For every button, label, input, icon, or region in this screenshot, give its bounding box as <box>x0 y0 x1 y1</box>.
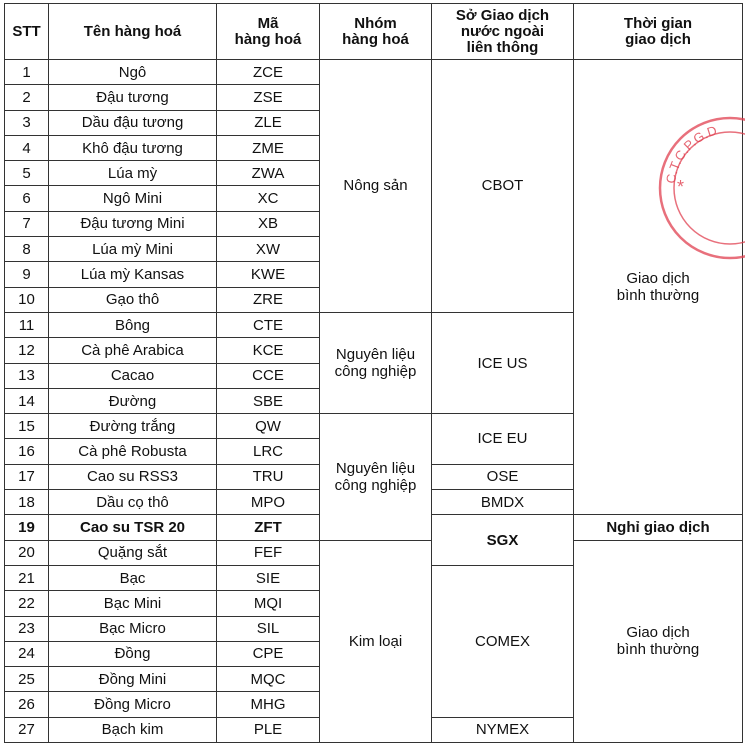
group-nguyen-lieu-2: Nguyên liệu công nghiệp <box>320 414 432 540</box>
code-cell: TRU <box>217 464 320 489</box>
table-row <box>5 60 743 85</box>
name-cell: Ngô <box>49 60 217 85</box>
code-cell: XC <box>217 186 320 211</box>
group-nguyen-lieu-1: Nguyên liệu công nghiệp <box>320 312 432 413</box>
exchange-ice-us: ICE US <box>432 312 574 413</box>
name-cell: Cà phê Robusta <box>49 439 217 464</box>
stt-cell: 3 <box>5 110 49 135</box>
stt-cell: 22 <box>5 591 49 616</box>
stt-cell: 12 <box>5 338 49 363</box>
stt-cell: 5 <box>5 161 49 186</box>
code-cell: XW <box>217 237 320 262</box>
group-nong-san: Nông sản <box>320 60 432 313</box>
exchange-ice-eu: ICE EU <box>432 414 574 465</box>
stt-cell: 24 <box>5 641 49 666</box>
stt-cell: 27 <box>5 717 49 742</box>
code-cell: MQC <box>217 667 320 692</box>
name-cell: Ngô Mini <box>49 186 217 211</box>
code-cell: CPE <box>217 641 320 666</box>
name-cell: Cà phê Arabica <box>49 338 217 363</box>
header-exchange: Sở Giao dịch nước ngoài liên thông <box>432 4 574 60</box>
code-cell: ZSE <box>217 85 320 110</box>
name-cell: Cacao <box>49 363 217 388</box>
stt-cell: 8 <box>5 237 49 262</box>
stt-cell: 15 <box>5 414 49 439</box>
name-cell: Đồng Mini <box>49 667 217 692</box>
stt-cell: 17 <box>5 464 49 489</box>
code-cell: FEF <box>217 540 320 565</box>
stt-cell: 26 <box>5 692 49 717</box>
commodity-table <box>4 3 743 743</box>
exchange-nymex: NYMEX <box>432 717 574 742</box>
stt-cell: 16 <box>5 439 49 464</box>
stt-cell: 2 <box>5 85 49 110</box>
code-cell: KWE <box>217 262 320 287</box>
code-cell: ZME <box>217 135 320 160</box>
code-cell: KCE <box>217 338 320 363</box>
code-cell: ZRE <box>217 287 320 312</box>
code-cell: ZCE <box>217 60 320 85</box>
stt-cell: 18 <box>5 490 49 515</box>
stt-cell: 10 <box>5 287 49 312</box>
name-cell: Đồng Micro <box>49 692 217 717</box>
stt-cell: 23 <box>5 616 49 641</box>
code-cell: SBE <box>217 388 320 413</box>
stt-cell: 14 <box>5 388 49 413</box>
stt-cell: 21 <box>5 565 49 590</box>
name-cell: Đường <box>49 388 217 413</box>
code-cell: MPO <box>217 490 320 515</box>
name-cell: Cao su TSR 20 <box>49 515 217 540</box>
name-cell: Bạc Micro <box>49 616 217 641</box>
code-cell: MHG <box>217 692 320 717</box>
code-cell: CCE <box>217 363 320 388</box>
header-stt: STT <box>5 4 49 60</box>
name-cell: Đậu tương <box>49 85 217 110</box>
code-cell: SIE <box>217 565 320 590</box>
stt-cell: 7 <box>5 211 49 236</box>
table-row <box>5 540 743 565</box>
code-cell: CTE <box>217 312 320 337</box>
name-cell: Đồng <box>49 641 217 666</box>
header-time: Thời gian giao dịch <box>574 4 743 60</box>
stt-cell: 11 <box>5 312 49 337</box>
time-suspended: Nghỉ giao dịch <box>574 515 743 540</box>
stt-cell: 13 <box>5 363 49 388</box>
code-cell: QW <box>217 414 320 439</box>
name-cell: Bông <box>49 312 217 337</box>
time-normal-2: Giao dịch bình thường <box>574 540 743 742</box>
name-cell: Gạo thô <box>49 287 217 312</box>
name-cell: Dầu cọ thô <box>49 490 217 515</box>
exchange-cbot: CBOT <box>432 60 574 313</box>
name-cell: Lúa mỳ <box>49 161 217 186</box>
header-code: Mã hàng hoá <box>217 4 320 60</box>
svg-text:*: * <box>677 177 685 197</box>
name-cell: Bạch kim <box>49 717 217 742</box>
name-cell: Cao su RSS3 <box>49 464 217 489</box>
stt-cell: 19 <box>5 515 49 540</box>
exchange-comex: COMEX <box>432 565 574 717</box>
stt-cell: 4 <box>5 135 49 160</box>
group-kim-loai: Kim loại <box>320 540 432 742</box>
code-cell: ZWA <box>217 161 320 186</box>
header-group: Nhóm hàng hoá <box>320 4 432 60</box>
code-cell: MQI <box>217 591 320 616</box>
stt-cell: 25 <box>5 667 49 692</box>
name-cell: Lúa mỳ Mini <box>49 237 217 262</box>
stt-cell: 6 <box>5 186 49 211</box>
code-cell: ZFT <box>217 515 320 540</box>
time-normal-1: Giao dịch bình thường <box>574 60 743 515</box>
stt-cell: 20 <box>5 540 49 565</box>
name-cell: Đậu tương Mini <box>49 211 217 236</box>
name-cell: Quặng sắt <box>49 540 217 565</box>
code-cell: ZLE <box>217 110 320 135</box>
code-cell: XB <box>217 211 320 236</box>
name-cell: Đường trắng <box>49 414 217 439</box>
code-cell: SIL <box>217 616 320 641</box>
name-cell: Khô đậu tương <box>49 135 217 160</box>
code-cell: LRC <box>217 439 320 464</box>
header-row <box>5 4 743 60</box>
code-cell: PLE <box>217 717 320 742</box>
exchange-ose: OSE <box>432 464 574 489</box>
svg-text:C.T.C.P.G.D: C.T.C.P.G.D <box>663 122 719 185</box>
name-cell: Bạc Mini <box>49 591 217 616</box>
header-name: Tên hàng hoá <box>49 4 217 60</box>
stt-cell: 1 <box>5 60 49 85</box>
name-cell: Lúa mỳ Kansas <box>49 262 217 287</box>
stt-cell: 9 <box>5 262 49 287</box>
name-cell: Dầu đậu tương <box>49 110 217 135</box>
exchange-sgx: SGX <box>432 515 574 566</box>
exchange-bmdx: BMDX <box>432 490 574 515</box>
name-cell: Bạc <box>49 565 217 590</box>
